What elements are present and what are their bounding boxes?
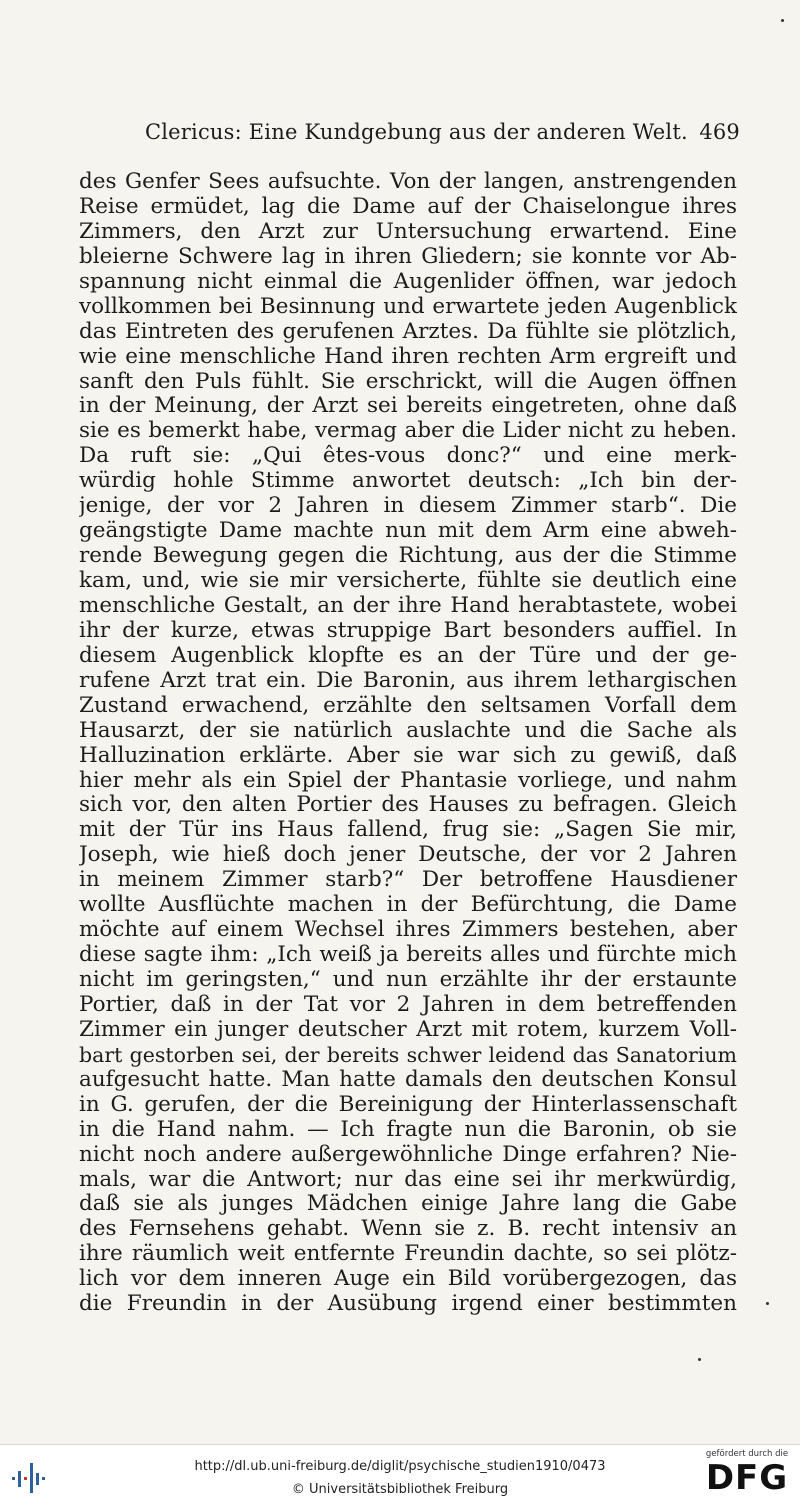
text-line: diese sagte ihm: „Ich weiß ja bereits alles und fürchte mich bbox=[79, 943, 737, 968]
text-line: daß sie als junges Mädchen einige Jahre lang die Gabe bbox=[79, 1192, 737, 1217]
text-line: geängstigte Dame machte nun mit dem Arm eine abweh- bbox=[79, 519, 737, 544]
text-line: vollkommen bei Besinnung und erwartete jeden Augenblick bbox=[79, 294, 737, 319]
text-line: sich vor, den alten Portier des Hauses zu befragen. Gleich bbox=[79, 793, 737, 818]
text-line: bleierne Schwere lag in ihren Gliedern; sie konnte vor Ab- bbox=[79, 244, 737, 269]
text-line: ihre räumlich weit entfernte Freundin dachte, so sei plötz- bbox=[79, 1242, 737, 1267]
text-line: sanft den Puls fühlt. Sie erschrickt, will die Augen öffnen bbox=[79, 369, 737, 394]
text-line: menschliche Gestalt, an der ihre Hand herabtastete, wobei bbox=[79, 593, 737, 618]
text-line: Hausarzt, der sie natürlich auslachte und die Sache als bbox=[79, 718, 737, 743]
text-line: diesem Augenblick klopfte es an der Türe und der ge- bbox=[79, 643, 737, 668]
text-line: mals, war die Antwort; nur das eine sei ihr merkwürdig, bbox=[79, 1167, 737, 1192]
text-line: Da ruft sie: „Qui êtes-vous donc?“ und eine merk- bbox=[79, 444, 737, 469]
dfg-logo bbox=[702, 1449, 792, 1503]
dfg-wordmark: DFG bbox=[705, 1458, 789, 1498]
text-line: rufene Arzt trat ein. Die Baronin, aus ihrem lethargischen bbox=[79, 668, 737, 693]
text-line: Zimmer ein junger deutscher Arzt mit rotem, kurzem Voll- bbox=[79, 1017, 737, 1042]
text-line: sie es bemerkt habe, vermag aber die Lider nicht zu heben. bbox=[79, 419, 737, 444]
text-line: Portier, daß in der Tat vor 2 Jahren in dem betreffenden bbox=[79, 992, 737, 1017]
running-header bbox=[145, 120, 740, 144]
text-line: Reise ermüdet, lag die Dame auf der Chaiselongue ihres bbox=[79, 194, 737, 219]
scan-speck bbox=[766, 1302, 769, 1305]
text-line: das Eintreten des gerufenen Arztes. Da fühlte sie plötzlich, bbox=[79, 319, 737, 344]
body-text bbox=[79, 170, 737, 1317]
running-title: Clericus: Eine Kundgebung aus der anderen Welt. bbox=[145, 120, 688, 144]
text-line: wollte Ausflüchte machen in der Befürchtung, die Dame bbox=[79, 893, 737, 918]
viewer-footer bbox=[0, 1444, 800, 1505]
text-line: Zimmers, den Arzt zur Untersuchung erwartend. Eine bbox=[79, 219, 737, 244]
text-line: möchte auf einem Wechsel ihres Zimmers bestehen, aber bbox=[79, 918, 737, 943]
copyright-notice: © Universitätsbibliothek Freiburg bbox=[291, 1482, 509, 1497]
dfg-tagline: gefördert durch die bbox=[705, 1449, 789, 1459]
text-line: des Fernsehens gehabt. Wenn sie z. B. recht intensiv an bbox=[79, 1217, 737, 1242]
text-line: Halluzination erklärte. Aber sie war sich zu gewiß, daß bbox=[79, 743, 737, 768]
text-line: lich vor dem inneren Auge ein Bild vorübergezogen, das bbox=[79, 1267, 737, 1292]
text-line: in der Meinung, der Arzt sei bereits eingetreten, ohne daß bbox=[79, 394, 737, 419]
page-number: 469 bbox=[699, 120, 740, 144]
text-line: Joseph, wie hieß doch jener Deutsche, der vor 2 Jahren bbox=[79, 843, 737, 868]
text-line: hier mehr als ein Spiel der Phantasie vorliege, und nahm bbox=[79, 768, 737, 793]
text-line: jenige, der vor 2 Jahren in diesem Zimmer starb“. Die bbox=[79, 494, 737, 519]
text-line: wie eine menschliche Hand ihren rechten Arm ergreift und bbox=[79, 344, 737, 369]
text-line: aufgesucht hatte. Man hatte damals den deutschen Konsul bbox=[79, 1067, 737, 1092]
text-line: kam, und, wie sie mir versicherte, fühlte sie deutlich eine bbox=[79, 569, 737, 593]
text-line: Zustand erwachend, erzählte den seltsamen Vorfall dem bbox=[79, 693, 737, 718]
text-line: nicht noch andere außergewöhnliche Dinge erfahren? Nie- bbox=[79, 1142, 737, 1167]
text-line: die Freundin in der Ausübung irgend einer bestimmten bbox=[79, 1292, 737, 1317]
text-line: spannung nicht einmal die Augenlider öffnen, war jedoch bbox=[79, 269, 737, 294]
text-line: in G. gerufen, der die Bereinigung der Hinterlassenschaft bbox=[79, 1092, 737, 1117]
text-line: bart gestorben sei, der bereits schwer leidend das Sanatorium bbox=[79, 1042, 737, 1067]
source-url[interactable]: http://dl.ub.uni-freiburg.de/diglit/psychische_studien1910/0473 bbox=[194, 1459, 606, 1474]
text-line: mit der Tür ins Haus fallend, frug sie: „Sagen Sie mir, bbox=[79, 818, 737, 843]
text-line: des Genfer Sees aufsuchte. Von der langen, anstrengenden bbox=[79, 170, 737, 194]
text-line: in meinem Zimmer starb?“ Der betroffene Hausdiener bbox=[79, 868, 737, 893]
text-line: rende Bewegung gegen die Richtung, aus der die Stimme bbox=[79, 544, 737, 569]
text-line: würdig hohle Stimme anwortet deutsch: „Ich bin der- bbox=[79, 469, 737, 494]
text-line: nicht im geringsten,“ und nun erzählte ihr der erstaunte bbox=[79, 968, 737, 992]
text-line: in die Hand nahm. — Ich fragte nun die Baronin, ob sie bbox=[79, 1117, 737, 1142]
text-line: ihr der kurze, etwas struppige Bart besonders auffiel. In bbox=[79, 618, 737, 643]
scan-speck bbox=[698, 1358, 701, 1361]
scan-speck bbox=[781, 19, 784, 22]
